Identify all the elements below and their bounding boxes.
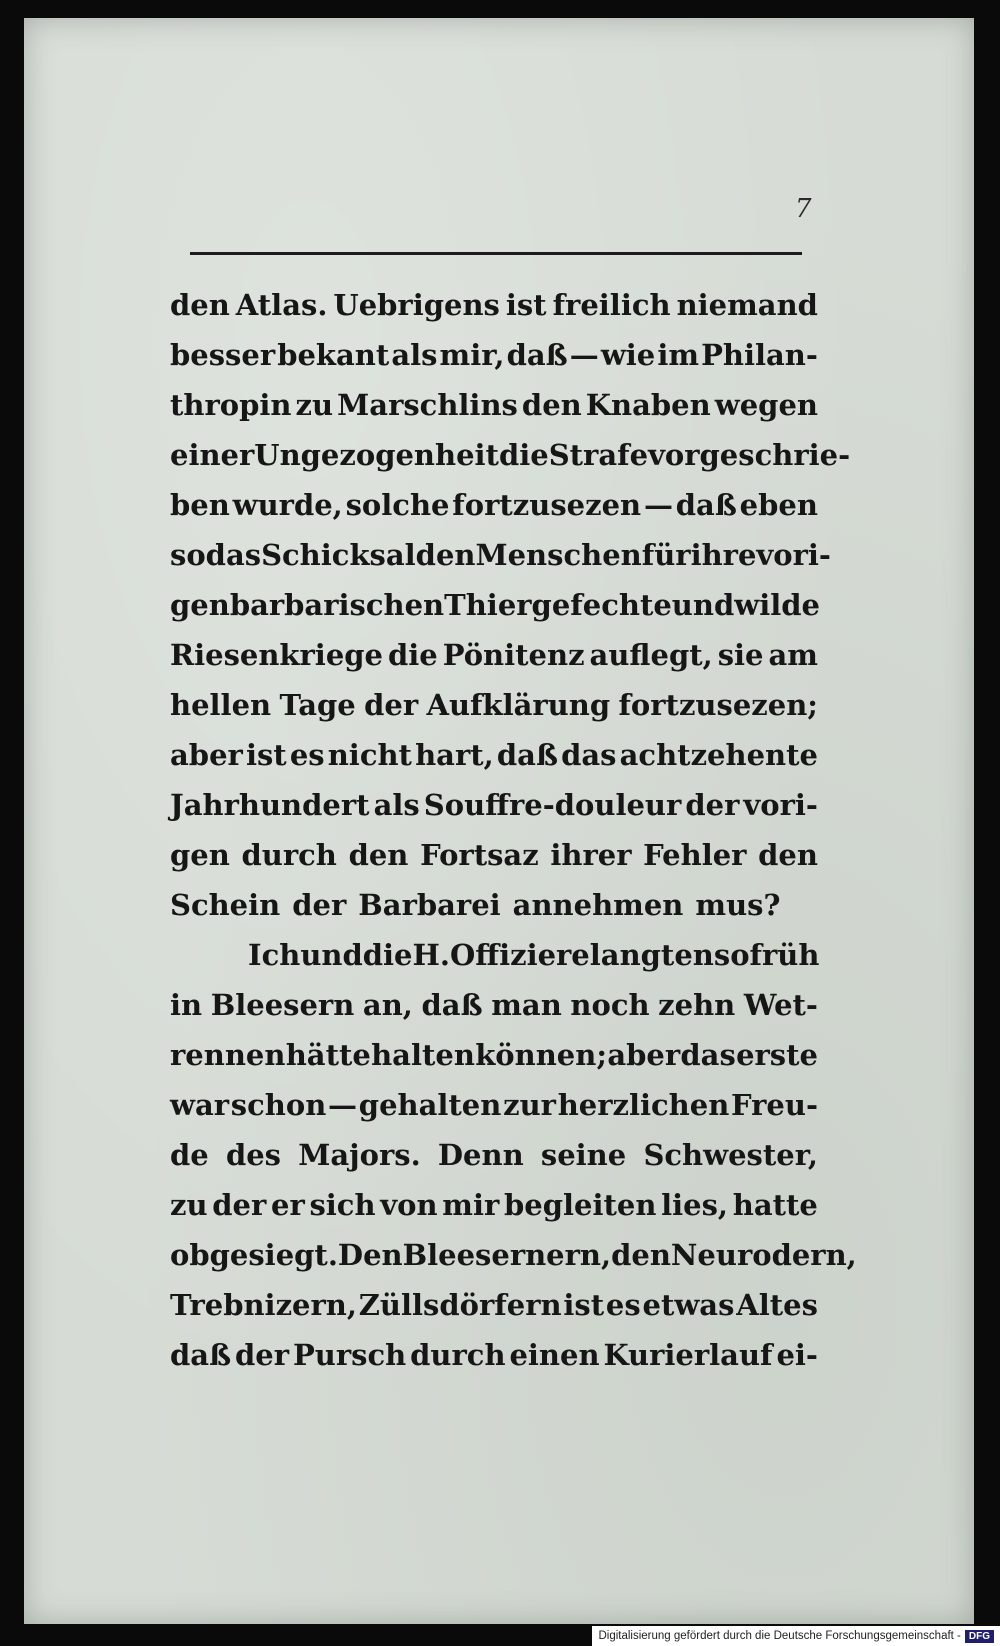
word: Barbarei: [358, 888, 501, 922]
word: durch: [241, 838, 337, 872]
word: achtzehente: [619, 738, 818, 772]
word: zu: [295, 388, 334, 422]
word: einen: [509, 1338, 600, 1372]
word: erste: [736, 1038, 818, 1072]
word: Uebrigens: [333, 288, 500, 322]
word: hart,: [415, 738, 494, 772]
word: sich: [309, 1188, 376, 1222]
word: Atlas.: [235, 288, 328, 322]
word: Jahrhundert: [170, 788, 370, 822]
word: der: [292, 888, 347, 922]
text-line: [170, 380, 818, 430]
word: nicht: [327, 738, 412, 772]
word: vori-: [743, 788, 818, 822]
word: Thiergefechte: [444, 588, 672, 622]
word: den: [611, 1238, 671, 1272]
word: den: [415, 538, 476, 572]
word: fortzusezen;: [618, 688, 818, 722]
text-line: [170, 630, 818, 680]
word: ben: [170, 488, 230, 522]
word: den: [521, 388, 582, 422]
word: Souffre-douleur: [423, 788, 682, 822]
word: Philan-: [701, 338, 818, 372]
dfg-logo: DFG: [965, 1630, 994, 1643]
word: begleiten: [503, 1188, 657, 1222]
word: gehalten: [358, 1088, 502, 1122]
word: an,: [362, 988, 413, 1022]
word: Ungezogenheit: [254, 438, 499, 472]
word: früh: [749, 938, 820, 972]
word: es: [605, 1288, 641, 1322]
book-page: [24, 18, 974, 1624]
text-line: [170, 680, 818, 730]
text-line: [170, 1180, 818, 1230]
word: und: [671, 588, 735, 622]
word: Schicksal: [261, 538, 416, 572]
text-line: [170, 430, 851, 480]
word: im: [657, 338, 700, 372]
word: Knaben: [585, 388, 711, 422]
text-line: [170, 1080, 818, 1130]
text-line: [170, 1230, 857, 1280]
word: zur: [503, 1088, 556, 1122]
text-line: [170, 330, 818, 380]
word: Züllsdörfern: [358, 1288, 562, 1322]
text-line: [170, 880, 818, 930]
word: als: [391, 338, 438, 372]
word: ist: [505, 288, 547, 322]
text-line: [170, 280, 818, 330]
word: annehmen: [512, 888, 684, 922]
word: Fortsaz: [420, 838, 539, 872]
word: so: [170, 538, 206, 572]
word: Trebnizern,: [170, 1288, 357, 1322]
word: zehn: [658, 988, 736, 1022]
word: thropin: [170, 388, 292, 422]
word: lies,: [661, 1188, 729, 1222]
word: Pursch: [292, 1338, 407, 1372]
word: mir,: [439, 338, 505, 372]
header-rule: [190, 252, 802, 255]
word: Riesenkriege: [170, 638, 383, 672]
word: daß: [496, 738, 558, 772]
word: man: [491, 988, 562, 1022]
word: freilich: [552, 288, 671, 322]
word: den: [348, 838, 409, 872]
text-line: [170, 1030, 818, 1080]
word: —: [328, 1088, 358, 1122]
word: —: [569, 338, 599, 372]
word: schon: [230, 1088, 327, 1122]
word: Pönitenz: [442, 638, 585, 672]
text-line: [170, 530, 831, 580]
word: solche: [345, 488, 450, 522]
word: sie: [717, 638, 764, 672]
word: Neurodern,: [670, 1238, 857, 1272]
word: wilde: [734, 588, 820, 622]
word: der: [685, 788, 740, 822]
word: Den: [337, 1238, 403, 1272]
word: seine: [540, 1138, 627, 1172]
word: Schwester,: [643, 1138, 818, 1172]
word: ei-: [776, 1338, 818, 1372]
word: ihre: [690, 538, 757, 572]
word: noch: [570, 988, 650, 1022]
word: Majors.: [298, 1138, 421, 1172]
word: Bleesern: [210, 988, 355, 1022]
word: obgesiegt.: [170, 1238, 338, 1272]
word: barbarischen: [229, 588, 445, 622]
word: aber: [170, 738, 243, 772]
word: niemand: [676, 288, 818, 322]
word: Strafe: [548, 438, 649, 472]
text-line: [170, 1330, 818, 1380]
text-line: [170, 1130, 818, 1180]
word: einer: [170, 438, 255, 472]
word: und: [300, 938, 363, 972]
text-line: [170, 830, 818, 880]
word: wegen: [714, 388, 818, 422]
word: die: [498, 438, 549, 472]
word: für: [641, 538, 691, 572]
word: besser: [170, 338, 276, 372]
word: Menschen: [475, 538, 642, 572]
text-line: [170, 1280, 818, 1330]
word: —: [643, 488, 673, 522]
word: langten: [589, 938, 714, 972]
word: Wet-: [743, 988, 818, 1022]
word: hätte: [285, 1038, 371, 1072]
word: ist: [563, 1288, 605, 1322]
word: mir: [442, 1188, 500, 1222]
word: Schein: [170, 888, 281, 922]
word: bekant: [277, 338, 390, 372]
word: herzlichen: [557, 1088, 730, 1122]
word: de: [170, 1138, 209, 1172]
word: etwas: [642, 1288, 735, 1322]
text-line: [170, 730, 818, 780]
word: Kurierlauf: [603, 1338, 773, 1372]
word: auflegt,: [589, 638, 713, 672]
word: so: [713, 938, 750, 972]
text-line: [170, 780, 818, 830]
word: als: [373, 788, 420, 822]
word: Altes: [736, 1288, 818, 1322]
word: rennen: [170, 1038, 286, 1072]
word: Tage: [279, 688, 356, 722]
word: von: [380, 1188, 438, 1222]
word: des: [225, 1138, 282, 1172]
word: daß: [170, 1338, 232, 1372]
word: die: [387, 638, 438, 672]
word: Marschlins: [337, 388, 518, 422]
word: hatte: [732, 1188, 818, 1222]
word: der: [235, 1338, 290, 1372]
word: der: [364, 688, 419, 722]
word: Ich: [248, 938, 301, 972]
word: das: [680, 1038, 736, 1072]
word: daß: [506, 338, 568, 372]
word: am: [768, 638, 818, 672]
word: durch: [410, 1338, 506, 1372]
word: zu: [170, 1188, 208, 1222]
text-line: [170, 580, 818, 630]
word: das: [561, 738, 617, 772]
word: das: [205, 538, 262, 572]
word: Offiziere: [450, 938, 590, 972]
word: der: [212, 1188, 267, 1222]
word: aber: [607, 1038, 681, 1072]
text-line: [170, 980, 818, 1030]
word: vorgeschrie-: [648, 438, 851, 472]
word: es: [289, 738, 325, 772]
word: können;: [475, 1038, 608, 1072]
word: daß: [675, 488, 737, 522]
digitization-credit: [592, 1626, 1000, 1646]
text-line: [170, 930, 818, 980]
credit-text: Digitalisierung gefördert durch die Deutsche Forschungsgemeinschaft -: [598, 1630, 961, 1642]
word: wurde,: [232, 488, 343, 522]
word: in: [170, 988, 203, 1022]
word: war: [170, 1088, 230, 1122]
word: den: [170, 288, 230, 322]
word: H.: [412, 938, 451, 972]
word: Aufklärung: [426, 688, 611, 722]
word: eben: [739, 488, 818, 522]
word: daß: [421, 988, 483, 1022]
word: ihrer: [550, 838, 632, 872]
word: vori-: [756, 538, 831, 572]
word: die: [362, 938, 413, 972]
word: gen: [170, 838, 230, 872]
word: halten: [371, 1038, 475, 1072]
body-text: [170, 280, 857, 1380]
word: Fehler: [643, 838, 747, 872]
word: gen: [170, 588, 230, 622]
page-number: 7: [795, 194, 812, 224]
word: Denn: [437, 1138, 524, 1172]
word: wie: [600, 338, 656, 372]
word: mus?: [695, 888, 781, 922]
word: hellen: [170, 688, 272, 722]
word: fortzusezen: [452, 488, 642, 522]
word: Bleesernern,: [402, 1238, 612, 1272]
word: er: [271, 1188, 305, 1222]
text-line: [170, 480, 818, 530]
word: ist: [245, 738, 287, 772]
word: den: [758, 838, 818, 872]
word: Freu-: [731, 1088, 818, 1122]
